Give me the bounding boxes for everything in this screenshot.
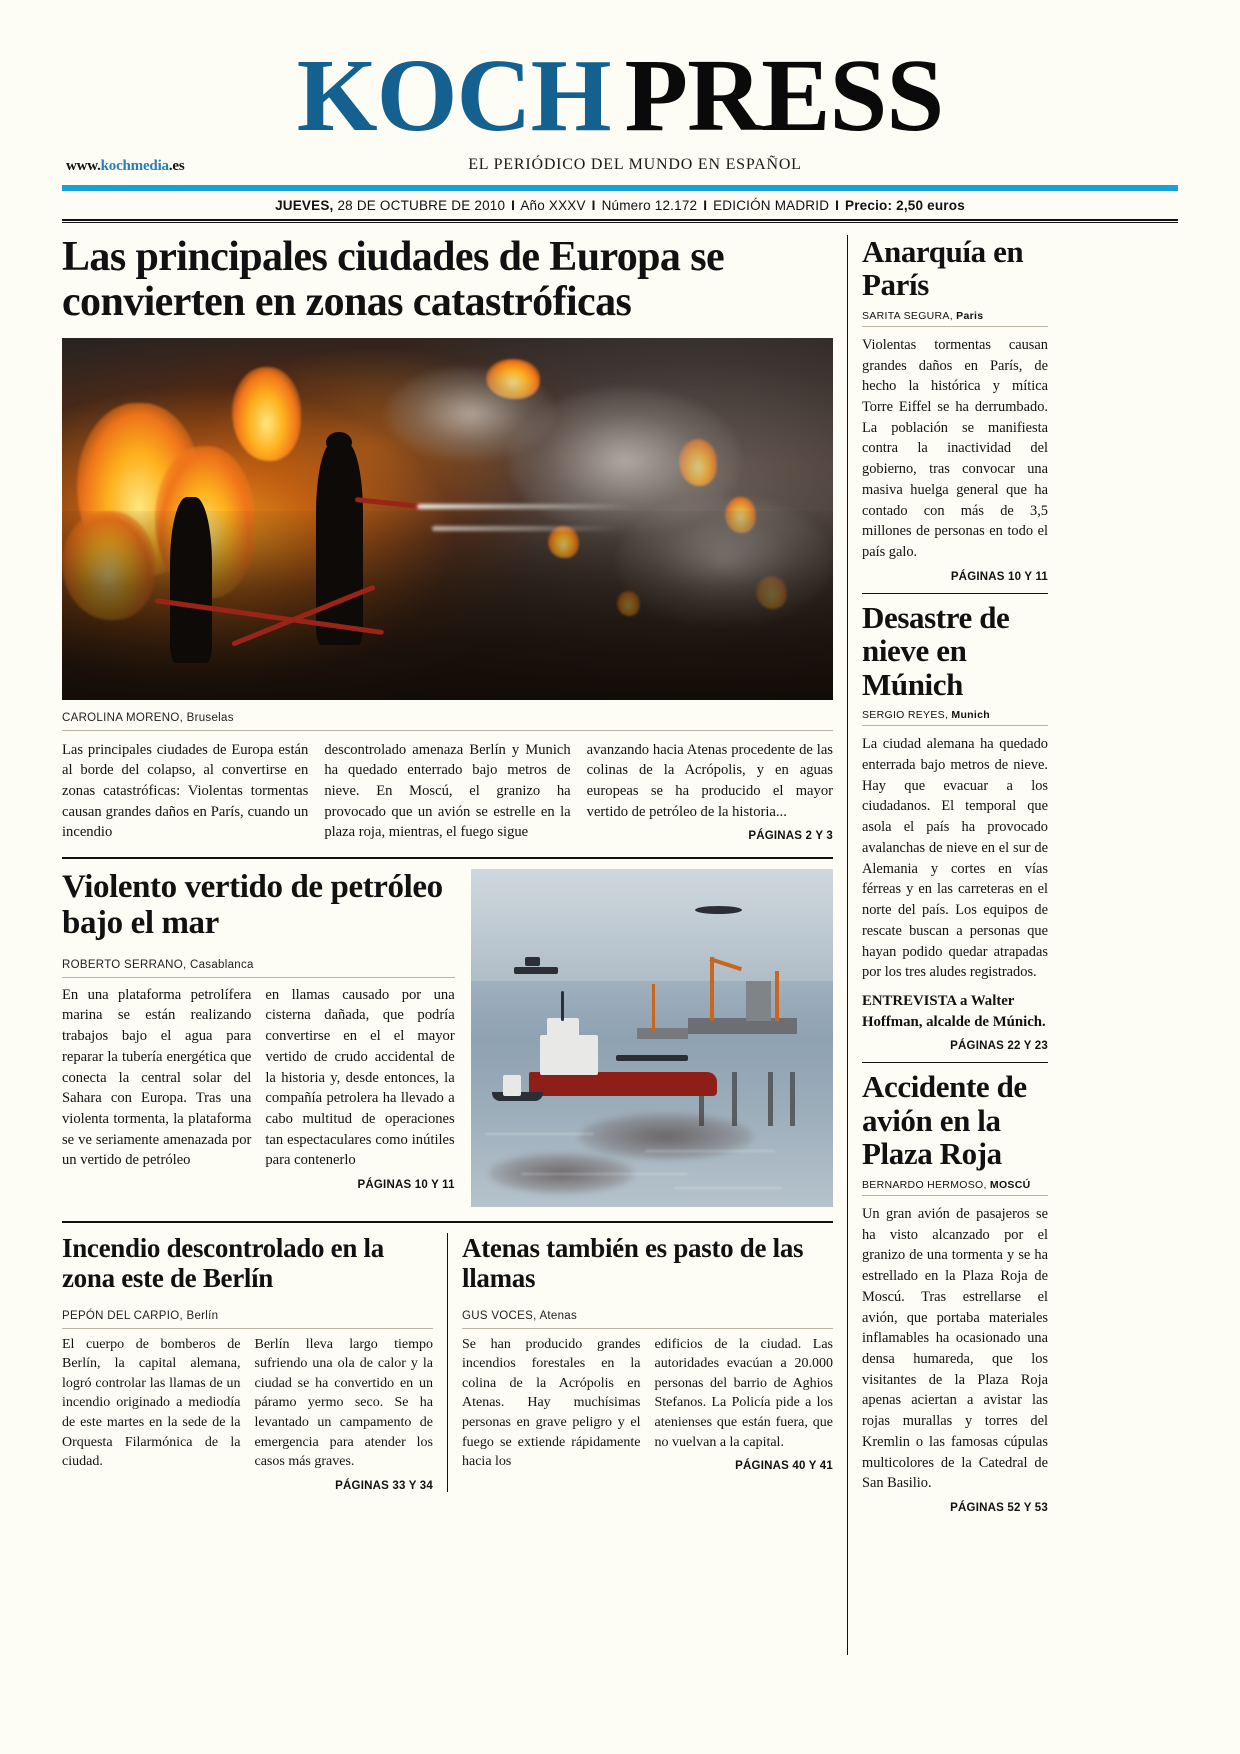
sea-illustration bbox=[471, 869, 833, 1207]
dateline-sep-3: I bbox=[703, 197, 708, 213]
supply-ship-mast bbox=[561, 991, 564, 1021]
lead-byline-place: Bruselas bbox=[183, 711, 234, 724]
oil-col-2 bbox=[265, 985, 454, 1191]
munich-byline-name: SERGIO REYES, bbox=[862, 709, 949, 722]
paris-headline[interactable]: Anarquía en París bbox=[862, 233, 1024, 303]
berlin-col-2 bbox=[255, 1335, 434, 1492]
oil-paragraph: En una plataforma petrolífera marina se están realizando trabajos bajo el agua para reparar la tubería energética que conecta la central solar del Sahara con Europa. Tras una violenta tormenta, la plataforma se ve seriamente amenazada por un vertido de petróleo bbox=[62, 986, 252, 1169]
atenas-col-1 bbox=[462, 1335, 641, 1473]
oil-photo bbox=[471, 869, 833, 1207]
section-divider bbox=[62, 857, 833, 859]
sidebar-divider bbox=[862, 1062, 1048, 1063]
oil-platform-deck bbox=[688, 1018, 797, 1034]
smoke-cloud bbox=[386, 367, 556, 461]
oil-slick bbox=[579, 1113, 753, 1160]
oil-byline bbox=[62, 950, 455, 978]
bottom-stories bbox=[62, 1233, 833, 1492]
platform-leg bbox=[790, 1072, 795, 1126]
lead-paragraph: avanzando hacia Atenas procedente de las colinas de la Acrópolis, y en aguas europeas se ha producido el mayor vertido de petróleo de la historia... bbox=[586, 741, 833, 820]
oil-col-1 bbox=[62, 985, 251, 1191]
dateline-year: Año XXXV bbox=[517, 197, 590, 213]
dateline-sep-4: I bbox=[835, 197, 840, 213]
water-ripple bbox=[485, 1133, 594, 1135]
atenas-byline-place: Atenas bbox=[536, 1309, 578, 1322]
dateline-date: 28 DE OCTUBRE DE 2010 bbox=[333, 197, 510, 213]
paris-paragraph: Violentas tormentas causan grandes daños en París, de hecho la histórica y mítica Torre Eiffel se ha derrumbado. La población se manifiesta contra la inactividad del gobierno, tras convocar una masiva huelga general que ha contado con más de 3,5 millones de personas en todo el país galo. bbox=[862, 336, 1048, 561]
url-tld: .es bbox=[168, 157, 185, 174]
munich-pages-reference[interactable]: PÁGINAS 22 Y 23 bbox=[950, 1040, 1048, 1053]
firefighter-figure bbox=[316, 443, 362, 646]
munich-headline[interactable]: Desastre de nieve en Múnich bbox=[862, 599, 1010, 702]
oil-byline-place: Casablanca bbox=[186, 958, 254, 971]
page-body bbox=[62, 235, 1178, 1655]
munich-interview-highlight: ENTREVISTA a Walter Hoffman, alcalde de Múnich. bbox=[862, 993, 1046, 1030]
url-brand2: media bbox=[130, 157, 169, 174]
moscu-headline[interactable]: Accidente de avión en la Plaza Roja bbox=[862, 1069, 1027, 1172]
section-divider bbox=[62, 1221, 833, 1223]
masthead-tagline: EL PERIÓDICO DEL MUNDO EN ESPAÑOL bbox=[468, 155, 802, 173]
atenas-story bbox=[448, 1233, 833, 1492]
atenas-paragraph: edificios de la ciudad. Las autoridades evacúan a 20.000 personas del barrio de Aghios Stefanos. La Policía pide a los atenienses que están fuera, que no vuelvan a la capital. bbox=[654, 1336, 833, 1450]
oil-platform-deck bbox=[637, 1028, 688, 1039]
firefighter-figure bbox=[170, 497, 212, 664]
atenas-byline bbox=[462, 1301, 833, 1329]
lead-paragraph: descontrolado amenaza Berlín y Munich ha quedado enterrado bajo metros de nieve. En Moscú, el granizo ha provocado que un avión se estrelle en la plaza roja, mientras, el fuego sigue bbox=[324, 741, 571, 841]
sidebar-story-moscu bbox=[862, 1070, 1048, 1514]
sidebar-story-munich bbox=[862, 601, 1048, 1053]
berlin-byline-name: PEPÓN DEL CARPIO, bbox=[62, 1309, 183, 1322]
paris-byline-name: SARITA SEGURA, bbox=[862, 309, 953, 322]
logo-koch: KOCH bbox=[296, 38, 611, 153]
lead-byline-name: CAROLINA MORENO, bbox=[62, 711, 184, 724]
distant-vessel bbox=[514, 967, 557, 974]
berlin-body-columns bbox=[62, 1335, 433, 1492]
oil-headline[interactable]: Violento vertido de petróleo bajo el mar bbox=[62, 869, 443, 942]
dateline-weekday: JUEVES, bbox=[275, 197, 334, 213]
munich-paragraph: La ciudad alemana ha quedado enterrada bajo metros de nieve. Hay que evacuar a los ciudadanos. El temporal que asola el país ha provocado avalanchas de nieve en el sur de Alemania y cortes en vías férreas y en las carreteras en el norte del país. Los equipos de rescate buscan a personas que hayan podido quedar atrapadas por los tres aludes registrados. bbox=[862, 736, 1048, 981]
lead-photo bbox=[62, 338, 833, 700]
masthead-subrow bbox=[62, 156, 1178, 178]
dateline-sep-2: I bbox=[591, 197, 596, 213]
wildfire-illustration bbox=[62, 338, 833, 700]
lead-pages-reference[interactable]: PÁGINAS 2 Y 3 bbox=[748, 830, 833, 843]
dateline-edition: EDICIÓN MADRID bbox=[709, 197, 834, 213]
oil-body-columns bbox=[62, 985, 455, 1191]
moscu-paragraph: Un gran avión de pasajeros se ha visto alcanzado por el granizo de una tormenta y se ha estrellado en la Plaza Roja de Moscú. Tras estrellarse el avión, que portaba materiales inflamables ha ocasionado una densa humareda, que los visitantes de la Plaza Roja apenas aciertan a avistar las rojas murallas y torres del Kremlin o las famosas cúpulas multicolores de la Catedral de San Basilio. bbox=[862, 1205, 1048, 1492]
supply-ship-superstructure bbox=[540, 1035, 598, 1076]
paris-byline-place: Paris bbox=[952, 309, 984, 322]
supply-ship-bridge bbox=[547, 1018, 580, 1038]
platform-leg bbox=[768, 1072, 773, 1126]
masthead bbox=[62, 0, 1178, 191]
berlin-headline[interactable]: Incendio descontrolado en la zona este de Berlín bbox=[62, 1233, 384, 1294]
atenas-paragraph: Se han producido grandes incendios forestales en la colina de la Acrópolis en Atenas. Hay muchísimas personas en grave peligro y el fuego se extiende rápidamente hacia los bbox=[462, 1336, 641, 1470]
berlin-paragraph: Berlín lleva largo tiempo sufriendo una ola de calor y la ciudad se ha convertido en un páramo yermo seco. Se ha levantado un campamento de emergencia para atender los casos más graves. bbox=[254, 1336, 433, 1470]
paris-byline bbox=[862, 310, 1048, 327]
sidebar-column bbox=[848, 235, 1048, 1655]
lead-col-3 bbox=[587, 740, 833, 844]
website-url[interactable] bbox=[66, 158, 185, 175]
distant-vessel bbox=[525, 957, 539, 966]
water-spray bbox=[432, 526, 617, 531]
platform-leg bbox=[732, 1072, 737, 1126]
oil-byline-name: ROBERTO SERRANO, bbox=[62, 958, 187, 971]
water-ripple bbox=[674, 1187, 783, 1189]
moscu-byline-place: MOSCÚ bbox=[986, 1178, 1031, 1191]
lead-photo-credit bbox=[62, 703, 833, 731]
url-prefix: www. bbox=[66, 157, 101, 174]
flame-shape bbox=[232, 367, 301, 461]
atenas-body-columns bbox=[462, 1335, 833, 1473]
berlin-paragraph: El cuerpo de bomberos de Berlín, la capital alemana, logró controlar las llamas de un incendio originado a mediodía de este martes en la sede de la Orquesta Filarmónica de la ciudad. bbox=[62, 1336, 241, 1470]
munich-byline bbox=[862, 709, 1048, 726]
header-double-rule bbox=[62, 219, 1178, 223]
platform-module bbox=[746, 981, 771, 1022]
supply-ship-hull bbox=[529, 1072, 717, 1096]
moscu-pages-reference[interactable]: PÁGINAS 52 Y 53 bbox=[950, 1502, 1048, 1515]
atenas-col-2 bbox=[655, 1335, 834, 1473]
berlin-pages-reference[interactable]: PÁGINAS 33 Y 34 bbox=[335, 1479, 433, 1492]
dateline-bar bbox=[62, 191, 1178, 219]
main-column bbox=[62, 235, 847, 1655]
berlin-story bbox=[62, 1233, 447, 1492]
oil-pages-reference[interactable]: PÁGINAS 10 Y 11 bbox=[357, 1179, 455, 1192]
moscu-byline-name: BERNARDO HERMOSO, bbox=[862, 1178, 987, 1191]
oil-text-block bbox=[62, 869, 455, 1207]
platform-crane bbox=[775, 971, 779, 1022]
lead-body-columns bbox=[62, 740, 833, 844]
newspaper-logo bbox=[62, 38, 1178, 153]
firefighter-helmet bbox=[326, 432, 352, 454]
atenas-byline-name: GUS VOCES, bbox=[462, 1309, 537, 1322]
url-brand: koch bbox=[100, 157, 131, 174]
small-boat-cabin bbox=[503, 1075, 521, 1095]
berlin-byline bbox=[62, 1301, 433, 1329]
platform-crane bbox=[652, 984, 655, 1031]
lead-col-2 bbox=[324, 740, 570, 844]
water-ripple bbox=[645, 1150, 775, 1152]
sidebar-story-paris bbox=[862, 235, 1048, 583]
dateline-sep-1: I bbox=[511, 197, 516, 213]
dateline-number: Número 12.172 bbox=[597, 197, 702, 213]
moscu-byline bbox=[862, 1179, 1048, 1196]
oil-paragraph: en llamas causado por una cisterna dañada, que podría convertirse en el el mayor vertido de crudo accidental de la historia y, desde entonces, la compañía petrolera ha llevado a cabo multitud de operaciones tan espectaculares como inútiles para contenerlo bbox=[265, 986, 455, 1169]
dateline-price: Precio: 2,50 euros bbox=[841, 197, 965, 213]
platform-crane bbox=[710, 957, 714, 1021]
berlin-byline-place: Berlín bbox=[182, 1309, 219, 1322]
munich-byline-place: Munich bbox=[948, 709, 990, 722]
sidebar-divider bbox=[862, 593, 1048, 594]
lead-col-1 bbox=[62, 740, 308, 844]
atenas-headline[interactable]: Atenas también es pasto de las llamas bbox=[462, 1233, 804, 1294]
water-spray bbox=[417, 504, 633, 509]
paris-pages-reference[interactable]: PÁGINAS 10 Y 11 bbox=[950, 570, 1048, 583]
berlin-col-1 bbox=[62, 1335, 241, 1492]
lead-paragraph: Las principales ciudades de Europa están al borde del colapso, al convertirse en zonas catastróficas: Violentas tormentas causan grandes daños en París, cuando un incendio bbox=[62, 741, 309, 841]
lead-headline[interactable]: Las principales ciudades de Europa se convierten en zonas catastróficas bbox=[62, 233, 724, 326]
oil-story bbox=[62, 869, 833, 1207]
atenas-pages-reference[interactable]: PÁGINAS 40 Y 41 bbox=[735, 1460, 833, 1473]
oil-photo-block bbox=[471, 869, 833, 1207]
logo-press: PRESS bbox=[624, 38, 944, 153]
supply-ship-deck-gear bbox=[616, 1055, 688, 1061]
